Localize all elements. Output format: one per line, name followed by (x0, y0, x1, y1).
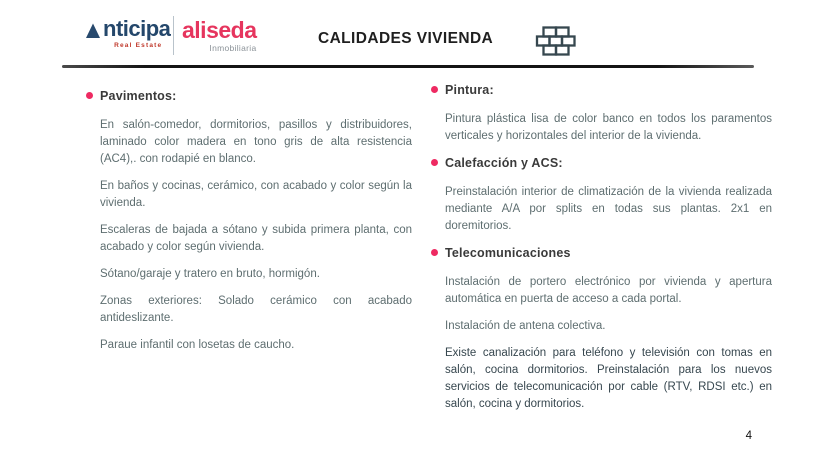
section-calefaccion-acs (431, 155, 772, 235)
section-heading: Pintura: (445, 83, 494, 97)
right-column (431, 82, 772, 423)
body-paragraph: Pintura plástica lisa de color banco en todos los paramentos verticales y horizontales del interior de la vivienda. (445, 113, 772, 142)
anticipa-triangle-icon (84, 22, 102, 40)
page-title: CALIDADES VIVIENDA (318, 30, 494, 47)
body-paragraph: En salón-comedor, dormitorios, pasillos y distribuidores, laminado color madera en tono gris de alta resistencia (AC4),. con rodapié en blanco. (100, 119, 412, 165)
body-paragraph: En baños y cocinas, cerámico, con acabado y color según la vivienda. (100, 180, 412, 209)
section-heading: Telecomunicaciones (445, 246, 571, 260)
bullet-icon (86, 92, 93, 99)
logo-divider (173, 16, 174, 55)
body-paragraph: Instalación de portero electrónico por vivienda y apertura automática en puerta de acceso a cada portal. (445, 276, 772, 305)
body-paragraph-emphasis: Existe canalización para teléfono y televisión con tomas en salón, cocina dormitorios. Preinstalación para los nuevos servicios de telecomunicación por cable (RTV, RDSI etc.) en salón, cocina y dormitorios. (445, 347, 772, 410)
body-paragraph: Paraue infantil con losetas de caucho. (100, 339, 295, 351)
anticipa-name: nticipa (103, 16, 171, 41)
bullet-icon (431, 86, 438, 93)
bullet-icon (431, 249, 438, 256)
anticipa-logo (84, 18, 170, 49)
section-heading: Calefacción y ACS: (445, 156, 563, 170)
header-divider (62, 65, 754, 68)
aliseda-name: aliseda (182, 17, 257, 43)
body-paragraph: Preinstalación interior de climatización de la vivienda realizada mediante A/A por splits en todas sus plantas. 2x1 en doremitorios. (445, 186, 772, 232)
section-pavimentos (86, 88, 412, 354)
bullet-icon (431, 159, 438, 166)
aliseda-logo (182, 19, 257, 53)
body-paragraph: Sótano/garaje y tratero en bruto, hormigón. (100, 268, 320, 280)
anticipa-subtitle: Real Estate (114, 42, 163, 49)
left-column (86, 88, 412, 364)
section-telecomunicaciones (431, 245, 772, 413)
body-paragraph: Instalación de antena colectiva. (445, 320, 606, 332)
section-pintura (431, 82, 772, 145)
anticipa-wordmark (84, 18, 170, 40)
section-heading: Pavimentos: (100, 89, 177, 103)
body-paragraph: Escaleras de bajada a sótano y subida primera planta, con acabado y color según vivienda. (100, 224, 412, 253)
brick-wall-icon (534, 26, 578, 57)
aliseda-subtitle: Inmobiliaria (209, 43, 257, 53)
page-number: 4 (745, 430, 752, 442)
body-paragraph: Zonas exteriores: Solado cerámico con acabado antideslizante. (100, 295, 412, 324)
